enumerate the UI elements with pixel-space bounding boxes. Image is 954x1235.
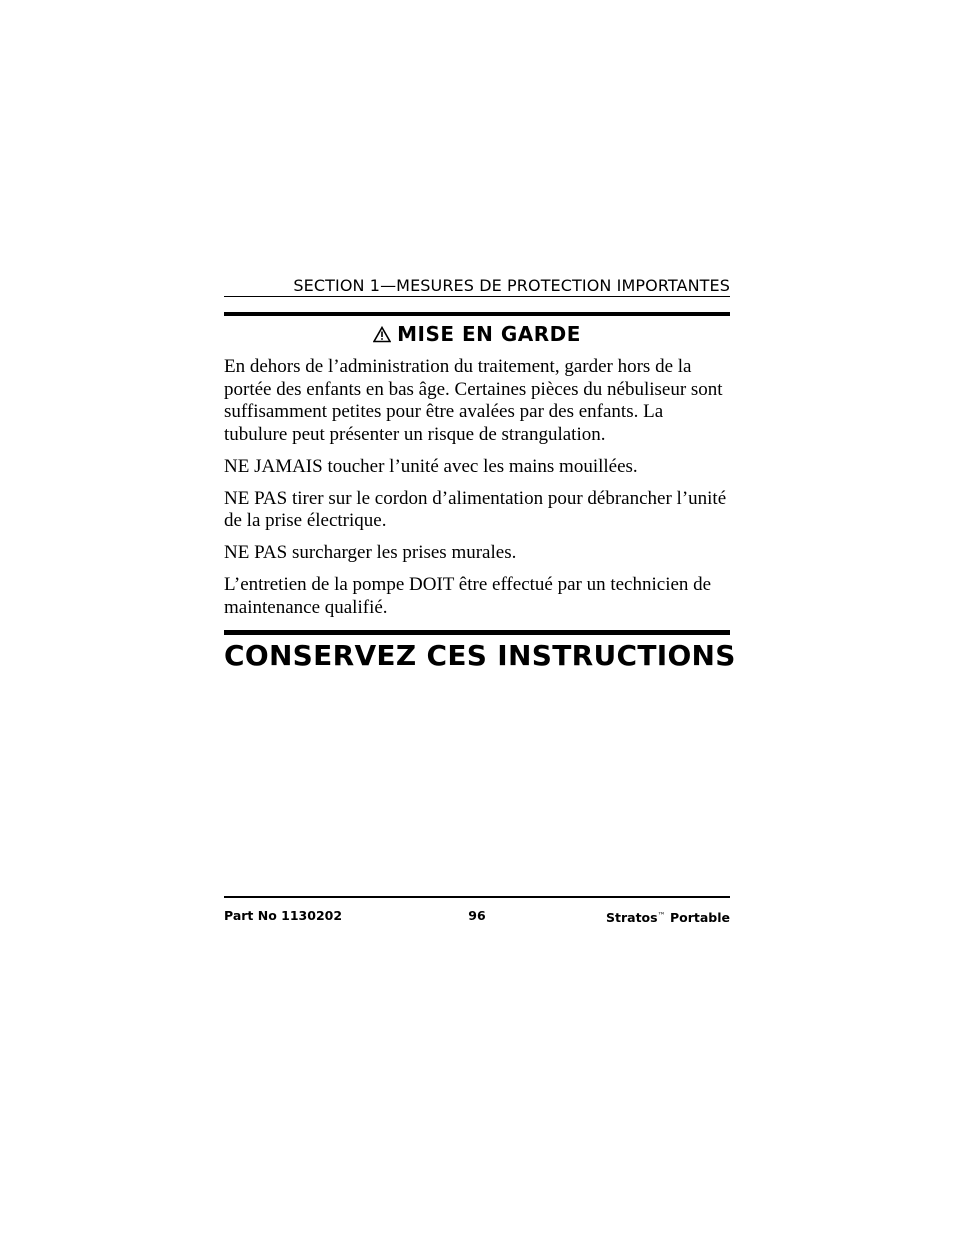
section-title: SECTION 1—MESURES DE PROTECTION IMPORTANTES bbox=[293, 276, 730, 295]
paragraph-maintenance: L’entretien de la pompe DOIT être effectué par un technicien de maintenance qualifié. bbox=[224, 574, 712, 618]
closing-divider bbox=[224, 630, 730, 635]
paragraph-outlets: NE PAS surcharger les prises murales. bbox=[224, 542, 517, 564]
paragraph-power-cord: NE PAS tirer sur le cordon d’alimentation pour débrancher l’unité de la prise électrique. bbox=[224, 487, 727, 532]
trademark-symbol: ™ bbox=[657, 911, 666, 920]
product-brand: Stratos bbox=[606, 910, 658, 925]
product-name bbox=[606, 906, 730, 928]
product-suffix: Portable bbox=[669, 910, 730, 925]
page-number: 96 bbox=[468, 908, 486, 923]
footer-divider bbox=[224, 896, 730, 898]
warning-triangle-icon bbox=[373, 322, 391, 350]
warning-divider bbox=[224, 312, 730, 316]
warning-heading bbox=[224, 320, 730, 350]
warning-body bbox=[224, 356, 730, 629]
paragraph-wet-hands: NE JAMAIS toucher l’unité avec les mains mouillées. bbox=[224, 455, 638, 477]
part-number: Part No 1130202 bbox=[224, 908, 343, 923]
warning-title: MISE EN GARDE bbox=[397, 322, 581, 346]
closing-heading: CONSERVEZ CES INSTRUCTIONS bbox=[224, 639, 736, 672]
header-divider bbox=[224, 296, 730, 297]
page-footer bbox=[224, 906, 730, 926]
paragraph-children-safety: En dehors de l’administration du traitement, garder hors de la portée des enfants en bas âge. Certaines pièces du nébuliseur sont suffisamment petites pour être avalées par des enfants. La tubulure peut présenter un risque de strangulation. bbox=[224, 356, 723, 445]
